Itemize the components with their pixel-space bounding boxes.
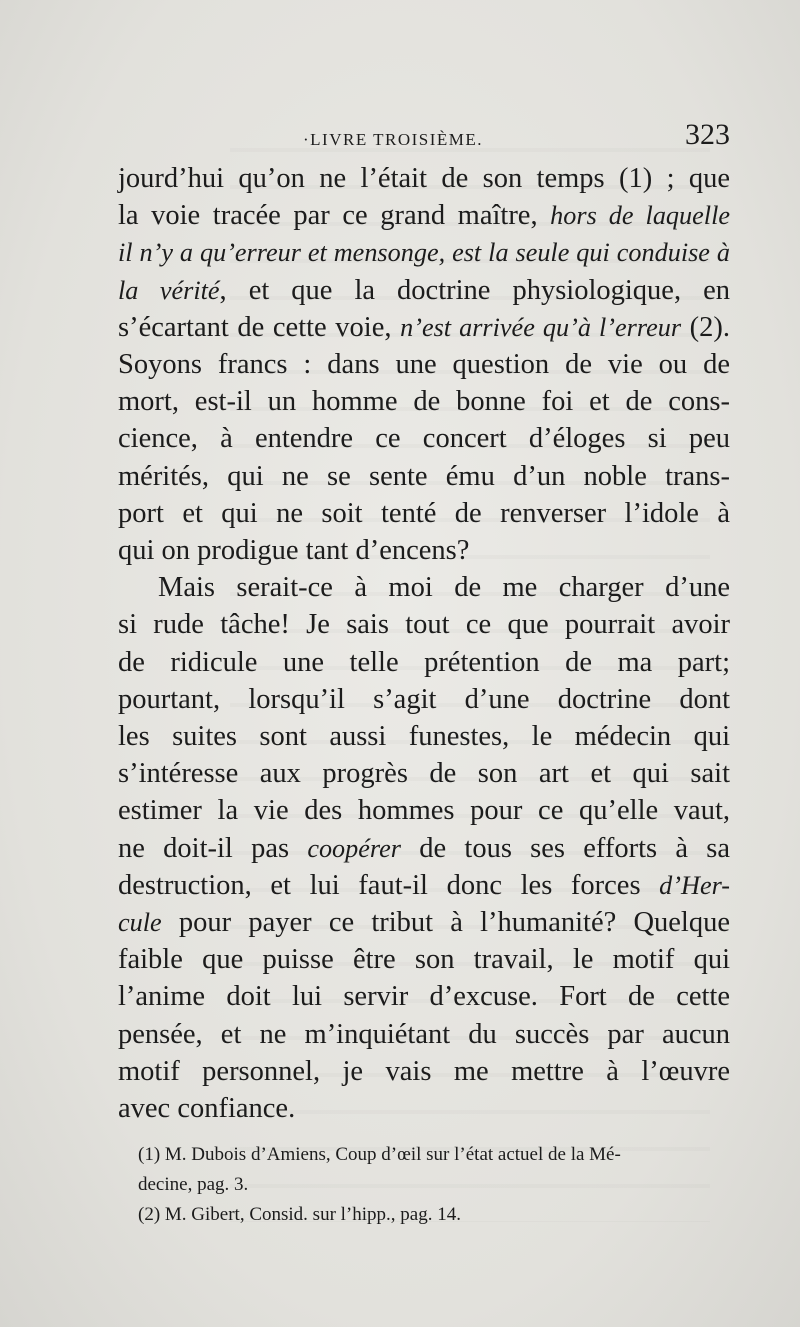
text-line: pensée, et ne m’inquiétant du succès par aucun (118, 1018, 730, 1050)
text-line: port et qui ne soit tenté de renverser l’idole à (118, 497, 730, 529)
footnotes (138, 1140, 758, 1230)
text-line: s’intéresse aux progrès de son art et qui sait (118, 758, 730, 790)
text-line: Mais serait-ce à moi de me charger d’une (158, 572, 730, 604)
text-line: avec confiance. (118, 1093, 296, 1125)
footnote-1-continued: decine, pag. 3. (138, 1174, 249, 1195)
footnote-1: (1) M. Dubois d’Amiens, Coup d’œil sur l’état actuel de la Mé- (138, 1144, 621, 1165)
text-line: estimer la vie des hommes pour ce qu’elle vaut, (118, 795, 730, 827)
text-line: pourtant, lorsqu’il s’agit d’une doctrine dont (118, 683, 730, 715)
text-line: qui on prodigue tant d’encens? (118, 535, 470, 567)
text-line: jourd’hui qu’on ne l’était de son temps (1) ; que (118, 163, 730, 194)
page-header (118, 118, 730, 158)
page-number: 323 (685, 118, 730, 151)
footnote-2: (2) M. Gibert, Consid. sur l’hipp., pag. 14. (138, 1204, 461, 1225)
text-line: il n’y a qu’erreur et mensonge, est la seule qui conduise à (118, 238, 730, 268)
text-line: mort, est-il un homme de bonne foi et de cons- (118, 386, 730, 418)
text-line: cience, à entendre ce concert d’éloges si peu (118, 423, 730, 455)
text-line: destruction, et lui faut-il donc les forces d’Her- (118, 869, 730, 901)
text-line: ne doit-il pas coopérer de tous ses efforts à sa (118, 832, 730, 864)
text-line: la voie tracée par ce grand maître, hors de laquelle (118, 200, 730, 232)
body-text (118, 160, 730, 1127)
text-line: la vérité, et que la doctrine physiologique, en (118, 274, 731, 306)
text-line: mérités, qui ne se sente ému d’un noble trans- (118, 460, 730, 492)
text-line: si rude tâche! Je sais tout ce que pourrait avoir (118, 609, 730, 641)
text-line: l’anime doit lui servir d’excuse. Fort de cette (118, 981, 730, 1013)
text-line: les suites sont aussi funestes, le médecin qui (118, 721, 730, 753)
text-line: cule pour payer ce tribut à l’humanité? Quelque (118, 907, 730, 939)
text-line: Soyons francs : dans une question de vie ou de (118, 349, 730, 381)
running-head: ·LIVRE TROISIÈME. (303, 130, 484, 149)
text-line: motif personnel, je vais me mettre à l’œuvre (118, 1055, 730, 1087)
text-line: de ridicule une telle prétention de ma part; (118, 646, 730, 678)
text-line: faible que puisse être son travail, le motif qui (118, 944, 730, 976)
text-line: s’écartant de cette voie, n’est arrivée qu’à l’erreur (2). (118, 311, 731, 343)
